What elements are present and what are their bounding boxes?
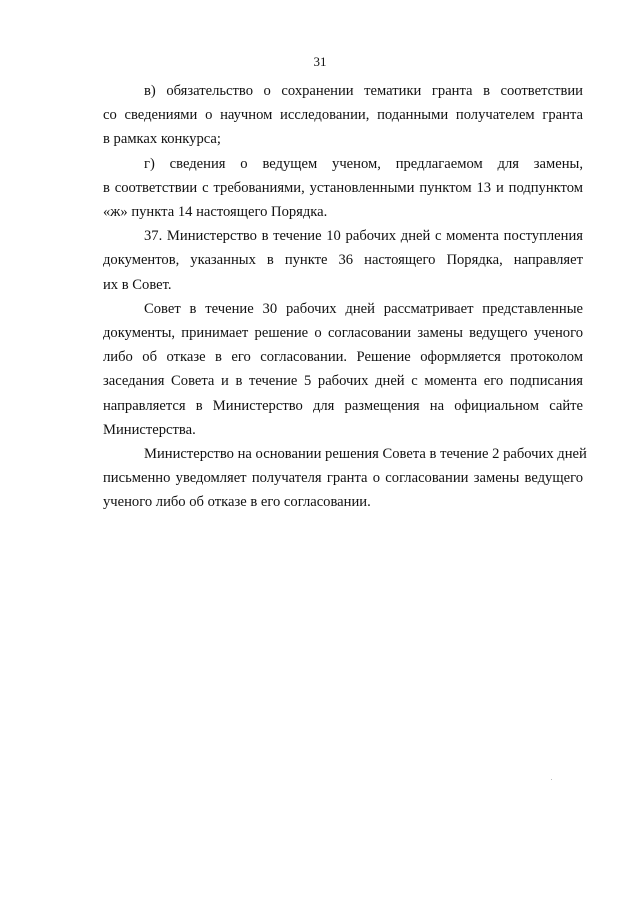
text-line: документов, указанных в пункте 36 настоящего Порядка, направляет	[103, 252, 583, 269]
scan-speck	[551, 779, 552, 780]
paragraph-section-37	[103, 224, 583, 297]
text-line: в рамках конкурса;	[103, 131, 221, 148]
text-line: их в Совет.	[103, 276, 172, 293]
paragraph-ministry-notice	[103, 442, 587, 515]
text-line: заседания Совета и в течение 5 рабочих дней с момента его подписания	[103, 373, 583, 390]
paragraph-item-v	[103, 79, 583, 152]
text-line: письменно уведомляет получателя гранта о согласовании замены ведущего	[103, 470, 583, 487]
text-line: в соответствии с требованиями, установленными пунктом 13 и подпунктом	[103, 179, 583, 196]
text-line: либо об отказе в его согласовании. Решение оформляется протоколом	[103, 349, 583, 366]
paragraph-item-g	[103, 152, 583, 225]
page-number: 31	[313, 54, 327, 69]
text-line: г) сведения о ведущем ученом, предлагаемом для замены,	[144, 155, 583, 172]
text-line: со сведениями о научном исследовании, поданными получателем гранта	[103, 107, 583, 124]
text-line: документы, принимает решение о согласовании замены ведущего ученого	[103, 325, 583, 342]
text-line: направляется в Министерство для размещения на официальном сайте	[103, 397, 583, 414]
document-body	[103, 79, 587, 515]
text-line: 37. Министерство в течение 10 рабочих дней с момента поступления	[144, 228, 583, 245]
text-line: ученого либо об отказе в его согласовании.	[103, 494, 371, 511]
text-line: Министерства.	[103, 421, 196, 438]
paragraph-council-review	[103, 297, 583, 442]
text-line: в) обязательство о сохранении тематики гранта в соответствии	[144, 83, 583, 99]
text-line: Министерство на основании решения Совета в течение 2 рабочих дней	[144, 446, 587, 463]
text-line: Совет в течение 30 рабочих дней рассматривает представленные	[144, 300, 583, 317]
text-line: «ж» пункта 14 настоящего Порядка.	[103, 204, 328, 221]
